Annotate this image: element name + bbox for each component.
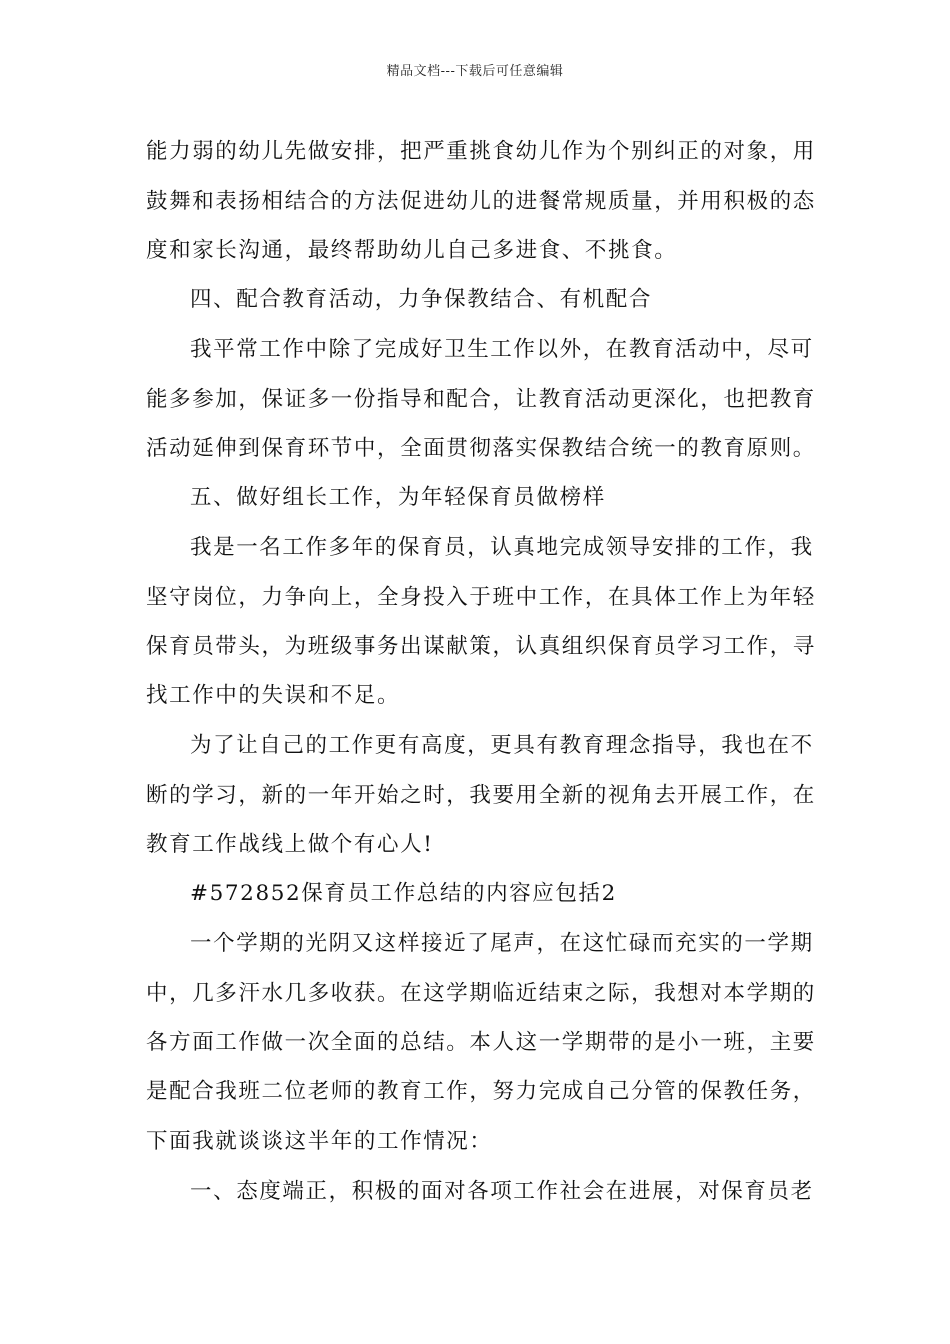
text-line: 活动延伸到保育环节中，全面贯彻落实保教结合统一的教育原则。 bbox=[146, 436, 816, 461]
document-subtitle: #572852保育员工作总结的内容应包括2 bbox=[190, 881, 617, 906]
text-line: 教育工作战线上做个有心人! bbox=[146, 832, 434, 857]
text-line: 中，几多汗水几多收获。在这学期临近结束之际，我想对本学期的 bbox=[146, 981, 816, 1006]
text-line: 能多参加，保证多一份指导和配合，让教育活动更深化，也把教育 bbox=[146, 387, 816, 412]
text-line: 度和家长沟通，最终帮助幼儿自己多进食、不挑食。 bbox=[146, 238, 678, 263]
text-line: 我平常工作中除了完成好卫生工作以外，在教育活动中，尽可 bbox=[190, 337, 814, 362]
text-line: 断的学习，新的一年开始之时，我要用全新的视角去开展工作，在 bbox=[146, 783, 816, 808]
text-line: 坚守岗位，力争向上，全身投入于班中工作，在具体工作上为年轻 bbox=[146, 585, 816, 610]
text-line: 是配合我班二位老师的教育工作，努力完成自己分管的保教任务， bbox=[146, 1079, 816, 1104]
text-line: 一个学期的光阴又这样接近了尾声，在这忙碌而充实的一学期 bbox=[190, 931, 814, 956]
text-line: 找工作中的失误和不足。 bbox=[146, 683, 401, 708]
text-line: 鼓舞和表扬相结合的方法促进幼儿的进餐常规质量，并用积极的态 bbox=[146, 189, 816, 214]
section-heading: 一、态度端正，积极的面对各项工作社会在进展，对保育员老 bbox=[190, 1179, 814, 1204]
text-line: 下面我就谈谈这半年的工作情况： bbox=[146, 1129, 493, 1154]
section-heading: 四、配合教育活动，力争保教结合、有机配合 bbox=[190, 287, 653, 312]
text-line: 各方面工作做一次全面的总结。本人这一学期带的是小一班，主要 bbox=[146, 1030, 816, 1055]
text-line: 能力弱的幼儿先做安排，把严重挑食幼儿作为个别纠正的对象，用 bbox=[146, 139, 816, 164]
text-line: 为了让自己的工作更有高度，更具有教育理念指导，我也在不 bbox=[190, 733, 814, 758]
section-heading: 五、做好组长工作，为年轻保育员做榜样 bbox=[190, 485, 606, 510]
text-line: 我是一名工作多年的保育员，认真地完成领导安排的工作，我 bbox=[190, 535, 814, 560]
text-line: 保育员带头，为班级事务出谋献策，认真组织保育员学习工作，寻 bbox=[146, 634, 816, 659]
page-header: 精品文档---下载后可任意编辑 bbox=[386, 64, 564, 79]
